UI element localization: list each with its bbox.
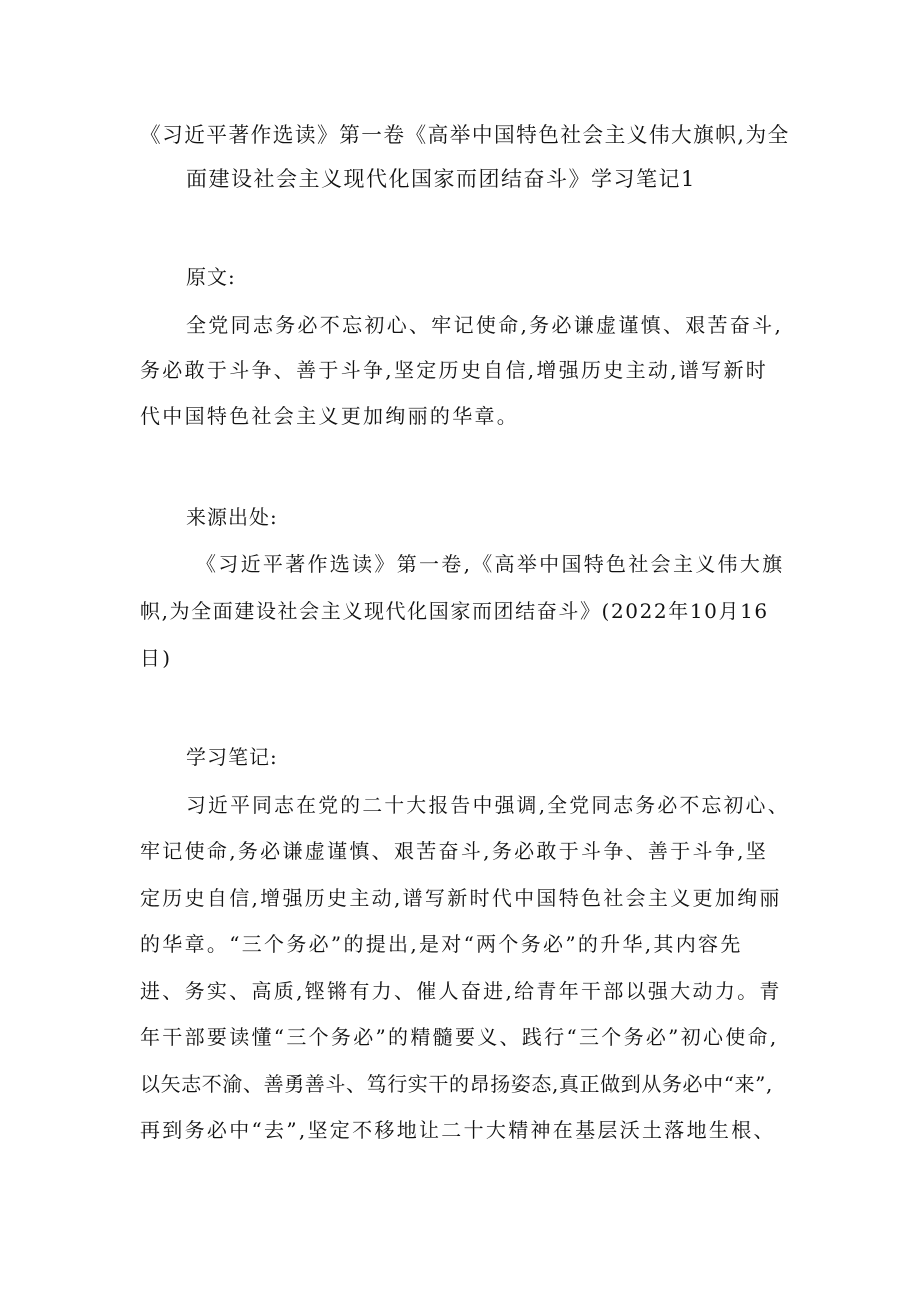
original-text-label: 原文: (186, 265, 236, 289)
study-notes-line: 牢记使命,务必谦虚谨慎、艰苦奋斗,务必敢于斗争、善于斗争,坚 (140, 839, 769, 863)
source-text-line: 日) (140, 646, 173, 670)
study-notes-line: 再到务必中“去”,坚定不移地让二十大精神在基层沃土落地生根、 (140, 1118, 776, 1142)
study-notes-line: 进、务实、高质,铿锵有力、催人奋进,给青年干部以强大动力。青 (140, 979, 782, 1003)
source-text-line: 《习近平著作选读》第一卷,《高举中国特色社会主义伟大旗 (196, 552, 785, 576)
original-text-line: 代中国特色社会主义更加绚丽的华章。 (140, 404, 520, 428)
original-text-line: 务必敢于斗争、善于斗争,坚定历史自信,增强历史主动,谱写新时 (140, 358, 769, 382)
document-title-line-2: 面建设社会主义现代化国家而团结奋斗》学习笔记1 (186, 167, 696, 191)
study-notes-line: 的华章。“三个务必”的提出,是对“两个务必”的升华,其内容先 (140, 932, 743, 956)
study-notes-line: 年干部要读懂“三个务必”的精髓要义、践行“三个务必”初心使命, (140, 1025, 779, 1049)
document-title-line-1: 《习近平著作选读》第一卷《高举中国特色社会主义伟大旗帜,为全 (140, 123, 790, 147)
study-notes-line: 以矢志不渝、善勇善斗、笃行实干的昂扬姿态,真正做到从务必中“来”, (140, 1072, 773, 1096)
study-notes-line: 习近平同志在党的二十大报告中强调,全党同志务必不忘初心、 (186, 793, 790, 817)
source-text-line: 帜,为全面建设社会主义现代化国家而团结奋斗》(2022年10月16 (140, 599, 769, 623)
source-label: 来源出处: (186, 505, 278, 529)
original-text-line: 全党同志务必不忘初心、牢记使命,务必谦虚谨慎、艰苦奋斗, (186, 313, 784, 337)
study-notes-line: 定历史自信,增强历史主动,谱写新时代中国特色社会主义更加绚丽 (140, 886, 782, 910)
study-notes-label: 学习笔记: (186, 745, 278, 769)
